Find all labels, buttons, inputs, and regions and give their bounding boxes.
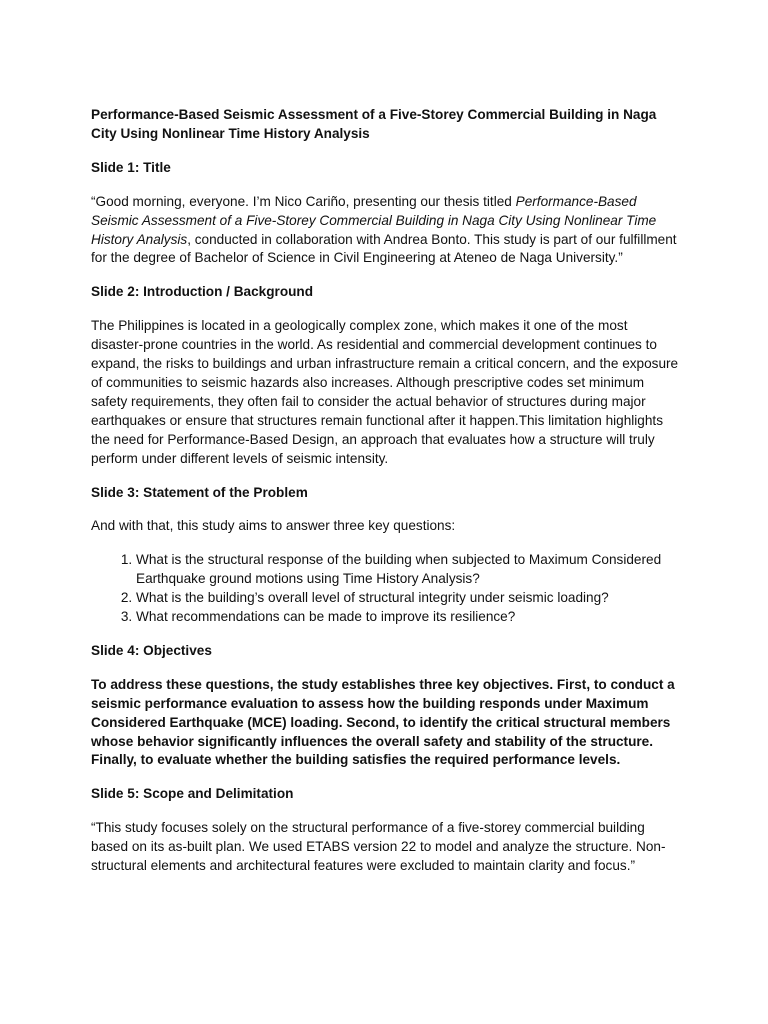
slide1-paragraph [91,193,681,269]
slide5-heading: Slide 5: Scope and Delimitation [91,786,294,802]
slide1-text-after: , conducted in collaboration with Andrea Bonto. This study is part of our fulfillment for the degree of Bachelor of Science in Civil Engineering at Ateneo de Naga University.” [91,231,677,266]
document-page [91,106,681,891]
list-item: 1. What is the structural response of the building when subjected to Maximum Considered Earthquake ground motions using Time History Analysis? [136,551,681,589]
slide5-paragraph: “This study focuses solely on the structural performance of a five-storey commercial building based on its as-built plan. We used ETABS version 22 to model and analyze the structure. Non-structural elements and architectural features were excluded to maintain clarity and focus.” [91,820,666,874]
slide2-heading: Slide 2: Introduction / Background [91,284,314,300]
document-title: Performance-Based Seismic Assessment of a Five-Storey Commercial Building in Naga City Using Nonlinear Time History Analysis [91,107,657,141]
problem-list [91,551,681,627]
slide1-text-before: “Good morning, everyone. I’m Nico Cariño, presenting our thesis titled [91,193,516,209]
list-item: 3. What recommendations can be made to improve its resilience? [136,608,681,627]
list-item: 2. What is the building’s overall level of structural integrity under seismic loading? [136,589,681,608]
slide1-heading: Slide 1: Title [91,159,171,175]
slide2-paragraph: The Philippines is located in a geologically complex zone, which makes it one of the most disaster-prone countries in the world. As residential and commercial development continues to expand, the risks to buildings and urban infrastructure remain a critical concern, and the exposure of communities to seismic hazards also increases. Although prescriptive codes set minimum safety requirements, they often fail to consider the actual behavior of structures during major earthquakes or ensure that structures remain functional after it happen.This limitation highlights the need for Performance-Based Design, an approach that evaluates how a structure will truly perform under different levels of seismic intensity. [91,318,679,466]
slide4-paragraph: To address these questions, the study establishes three key objectives. First, to conduct a seismic performance evaluation to assess how the building responds under Maximum Considered Earthquake (MCE) loading. Second, to identify the critical structural members whose behavior significantly influences the overall safety and stability of the structure. Finally, to evaluate whether the building satisfies the required performance levels. [91,676,675,768]
slide4-heading: Slide 4: Objectives [91,642,212,658]
slide1-thesis-title: Performance-Based Seismic Assessment of a Five-Storey Commercial Building in Naga City Using Nonlinear Time History Analysis [91,193,657,247]
slide3-heading: Slide 3: Statement of the Problem [91,484,308,500]
slide3-intro: And with that, this study aims to answer three key questions: [91,518,456,534]
